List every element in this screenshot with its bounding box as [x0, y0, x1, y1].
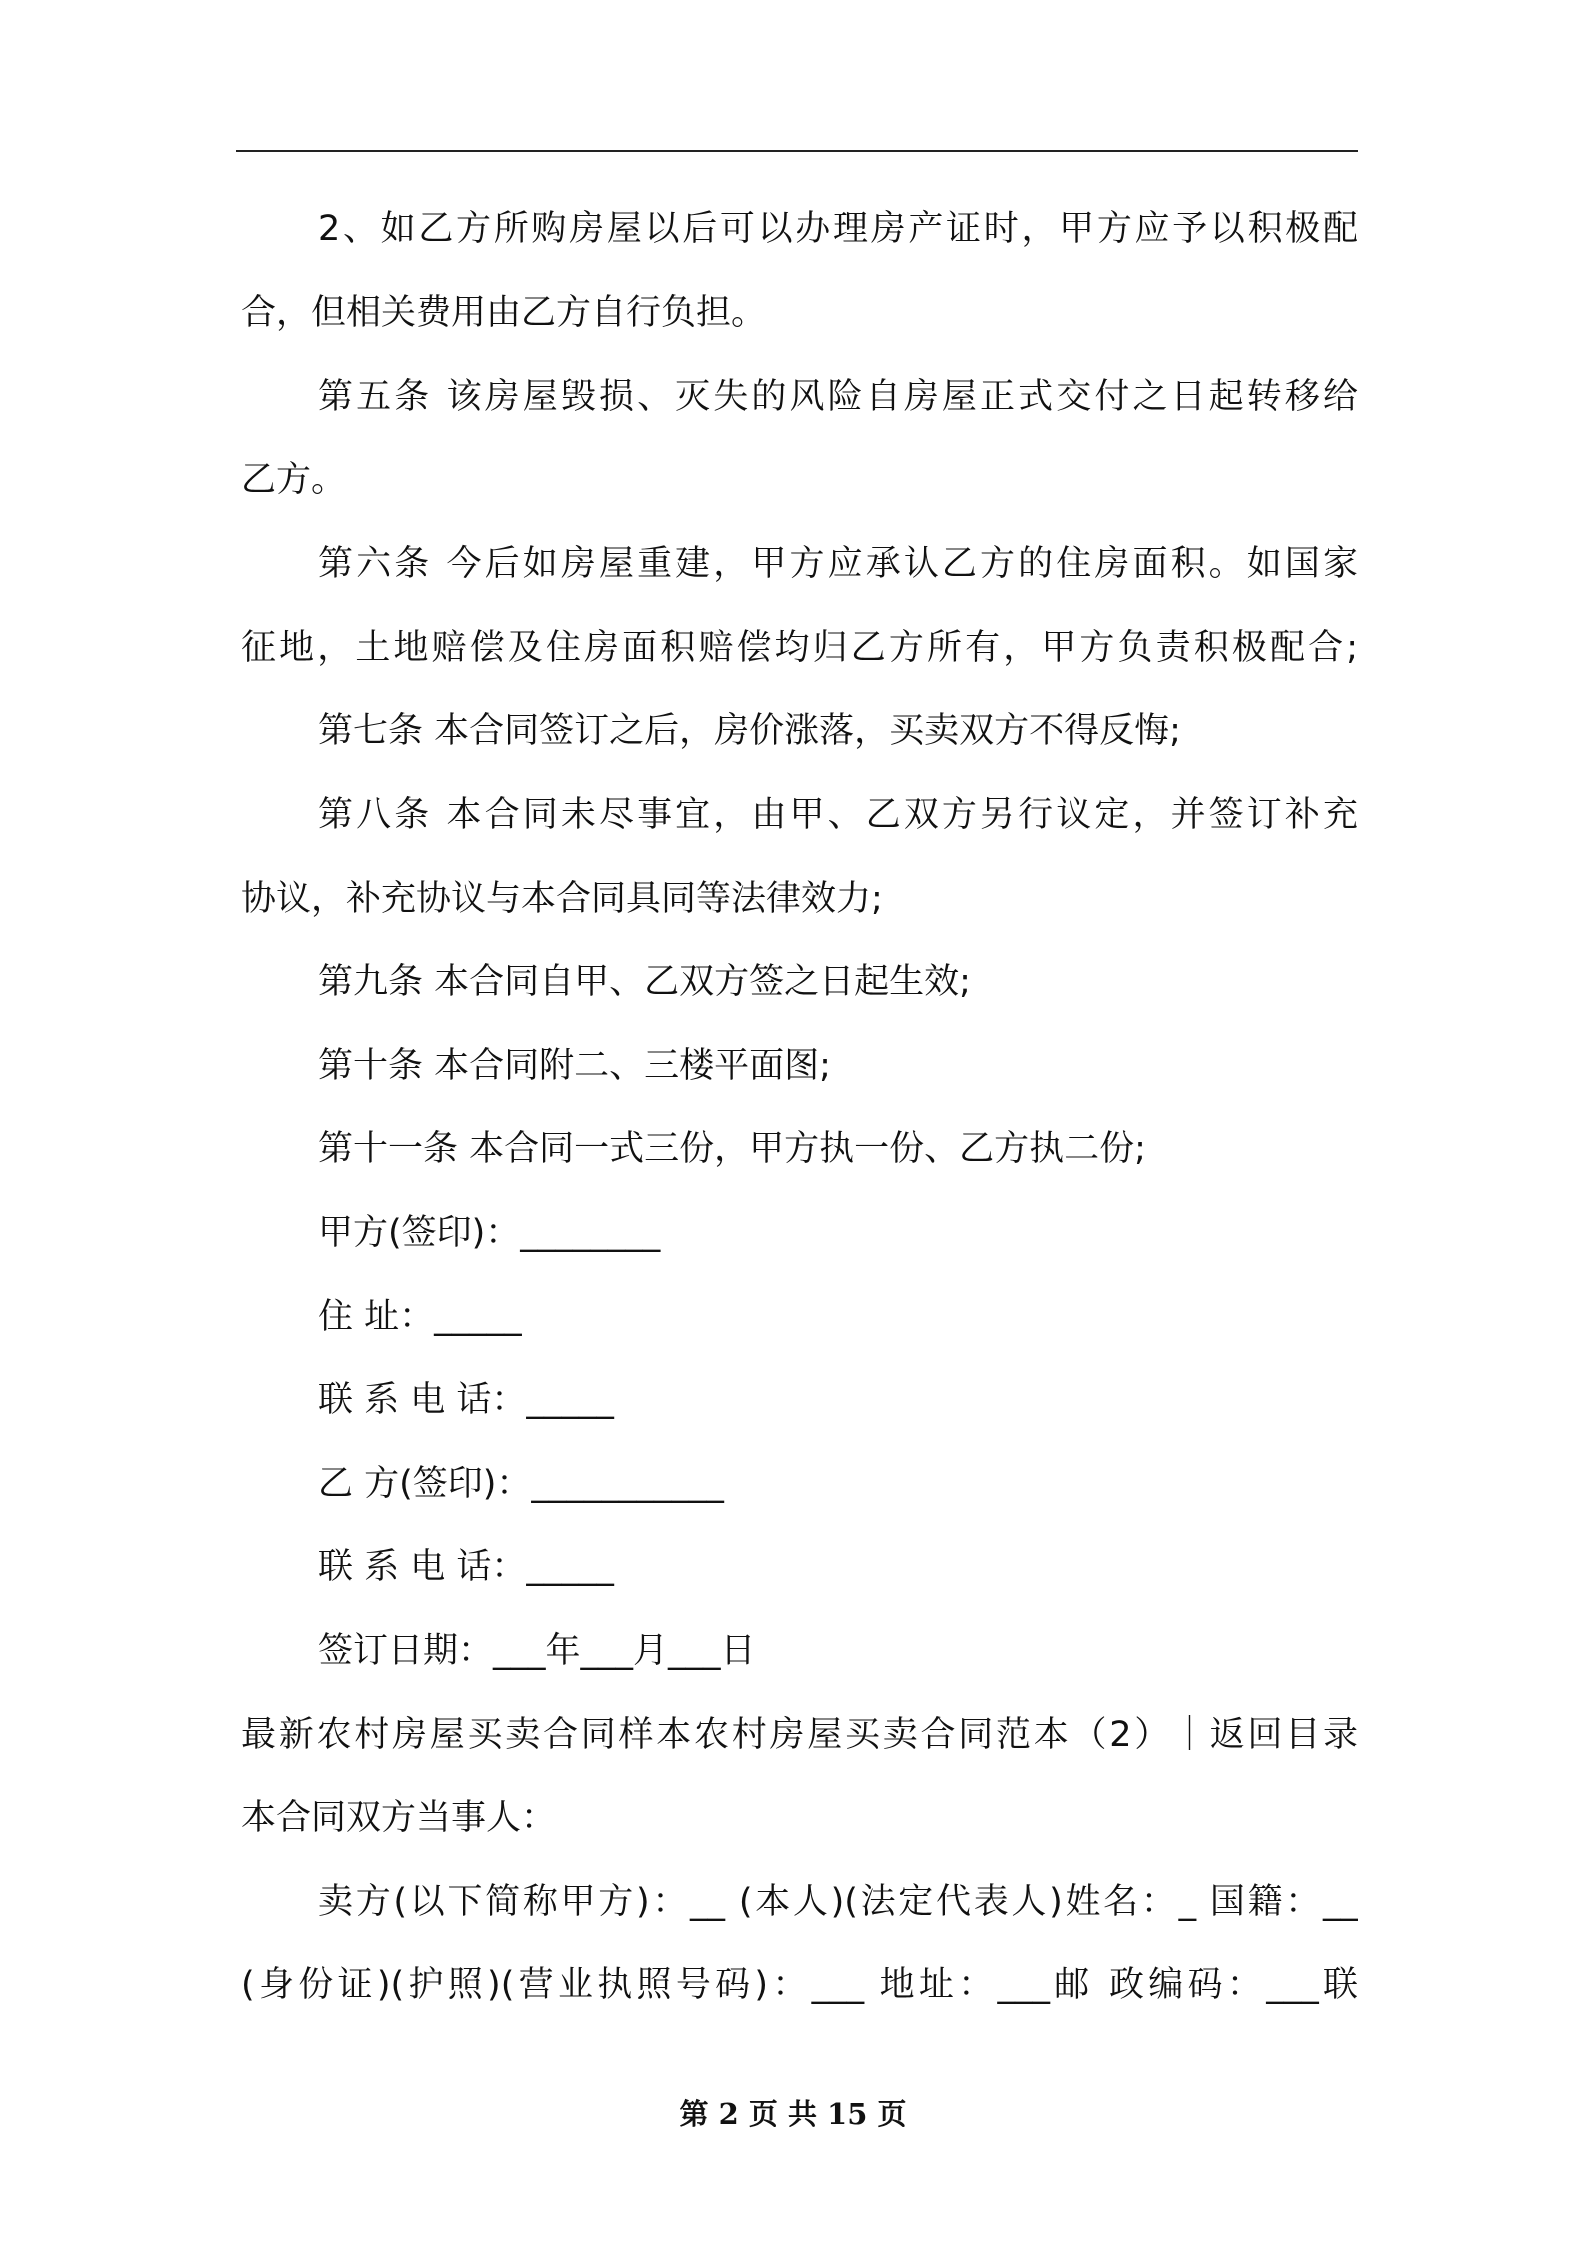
- signing-date-line: 签订日期：___年___月___日: [318, 1631, 756, 1671]
- article-11-line: 第十一条 本合同一式三份，甲方执一份、乙方执二份;: [318, 1129, 1146, 1169]
- paragraph-line: 合，但相关费用由乙方自行负担。: [241, 293, 767, 333]
- party-a-signature-line: 甲方(签印)：________: [318, 1213, 661, 1253]
- party-b-signature-line: 乙 方(签印)：___________: [318, 1464, 724, 1504]
- article-7-line: 第七条 本合同签订之后，房价涨落，买卖双方不得反悔;: [318, 711, 1181, 751]
- paragraph-line: 协议，补充协议与本合同具同等法律效力;: [241, 879, 883, 919]
- address-line: 住 址：_____: [318, 1297, 522, 1337]
- phone-line: 联 系 电 话：_____: [318, 1547, 614, 1587]
- paragraph-line: 乙方。: [241, 460, 347, 500]
- paragraph-line: 征地，土地赔偿及住房面积赔偿均归乙方所有，甲方负责积极配合;: [241, 628, 1358, 668]
- article-10-line: 第十条 本合同附二、三楼平面图;: [318, 1046, 831, 1086]
- article-5-line: 第五条 该房屋毁损、灭失的风险自房屋正式交付之日起转移给: [318, 377, 1358, 417]
- seller-line: 卖方(以下简称甲方)：__ (本人)(法定代表人)姓名：_ 国籍：__: [318, 1882, 1358, 1922]
- section-heading: 最新农村房屋买卖合同样本农村房屋买卖合同范本（2）｜返回目录: [241, 1715, 1358, 1755]
- paragraph-line: 2、如乙方所购房屋以后可以办理房产证时，甲方应予以积极配: [318, 209, 1358, 249]
- paragraph-line: 本合同双方当事人：: [241, 1798, 557, 1838]
- header-rule: [236, 150, 1358, 152]
- article-8-line: 第八条 本合同未尽事宜，由甲、乙双方另行议定，并签订补充: [318, 795, 1358, 835]
- page-number-footer: 第 2 页 共 15 页: [679, 2097, 907, 2131]
- article-6-line: 第六条 今后如房屋重建，甲方应承认乙方的住房面积。如国家: [318, 544, 1358, 584]
- paragraph-line: (身份证)(护照)(营业执照号码)：___ 地址：___邮 政编码：___联: [241, 1965, 1358, 2005]
- phone-line: 联 系 电 话：_____: [318, 1380, 614, 1420]
- article-9-line: 第九条 本合同自甲、乙双方签之日起生效;: [318, 962, 971, 1002]
